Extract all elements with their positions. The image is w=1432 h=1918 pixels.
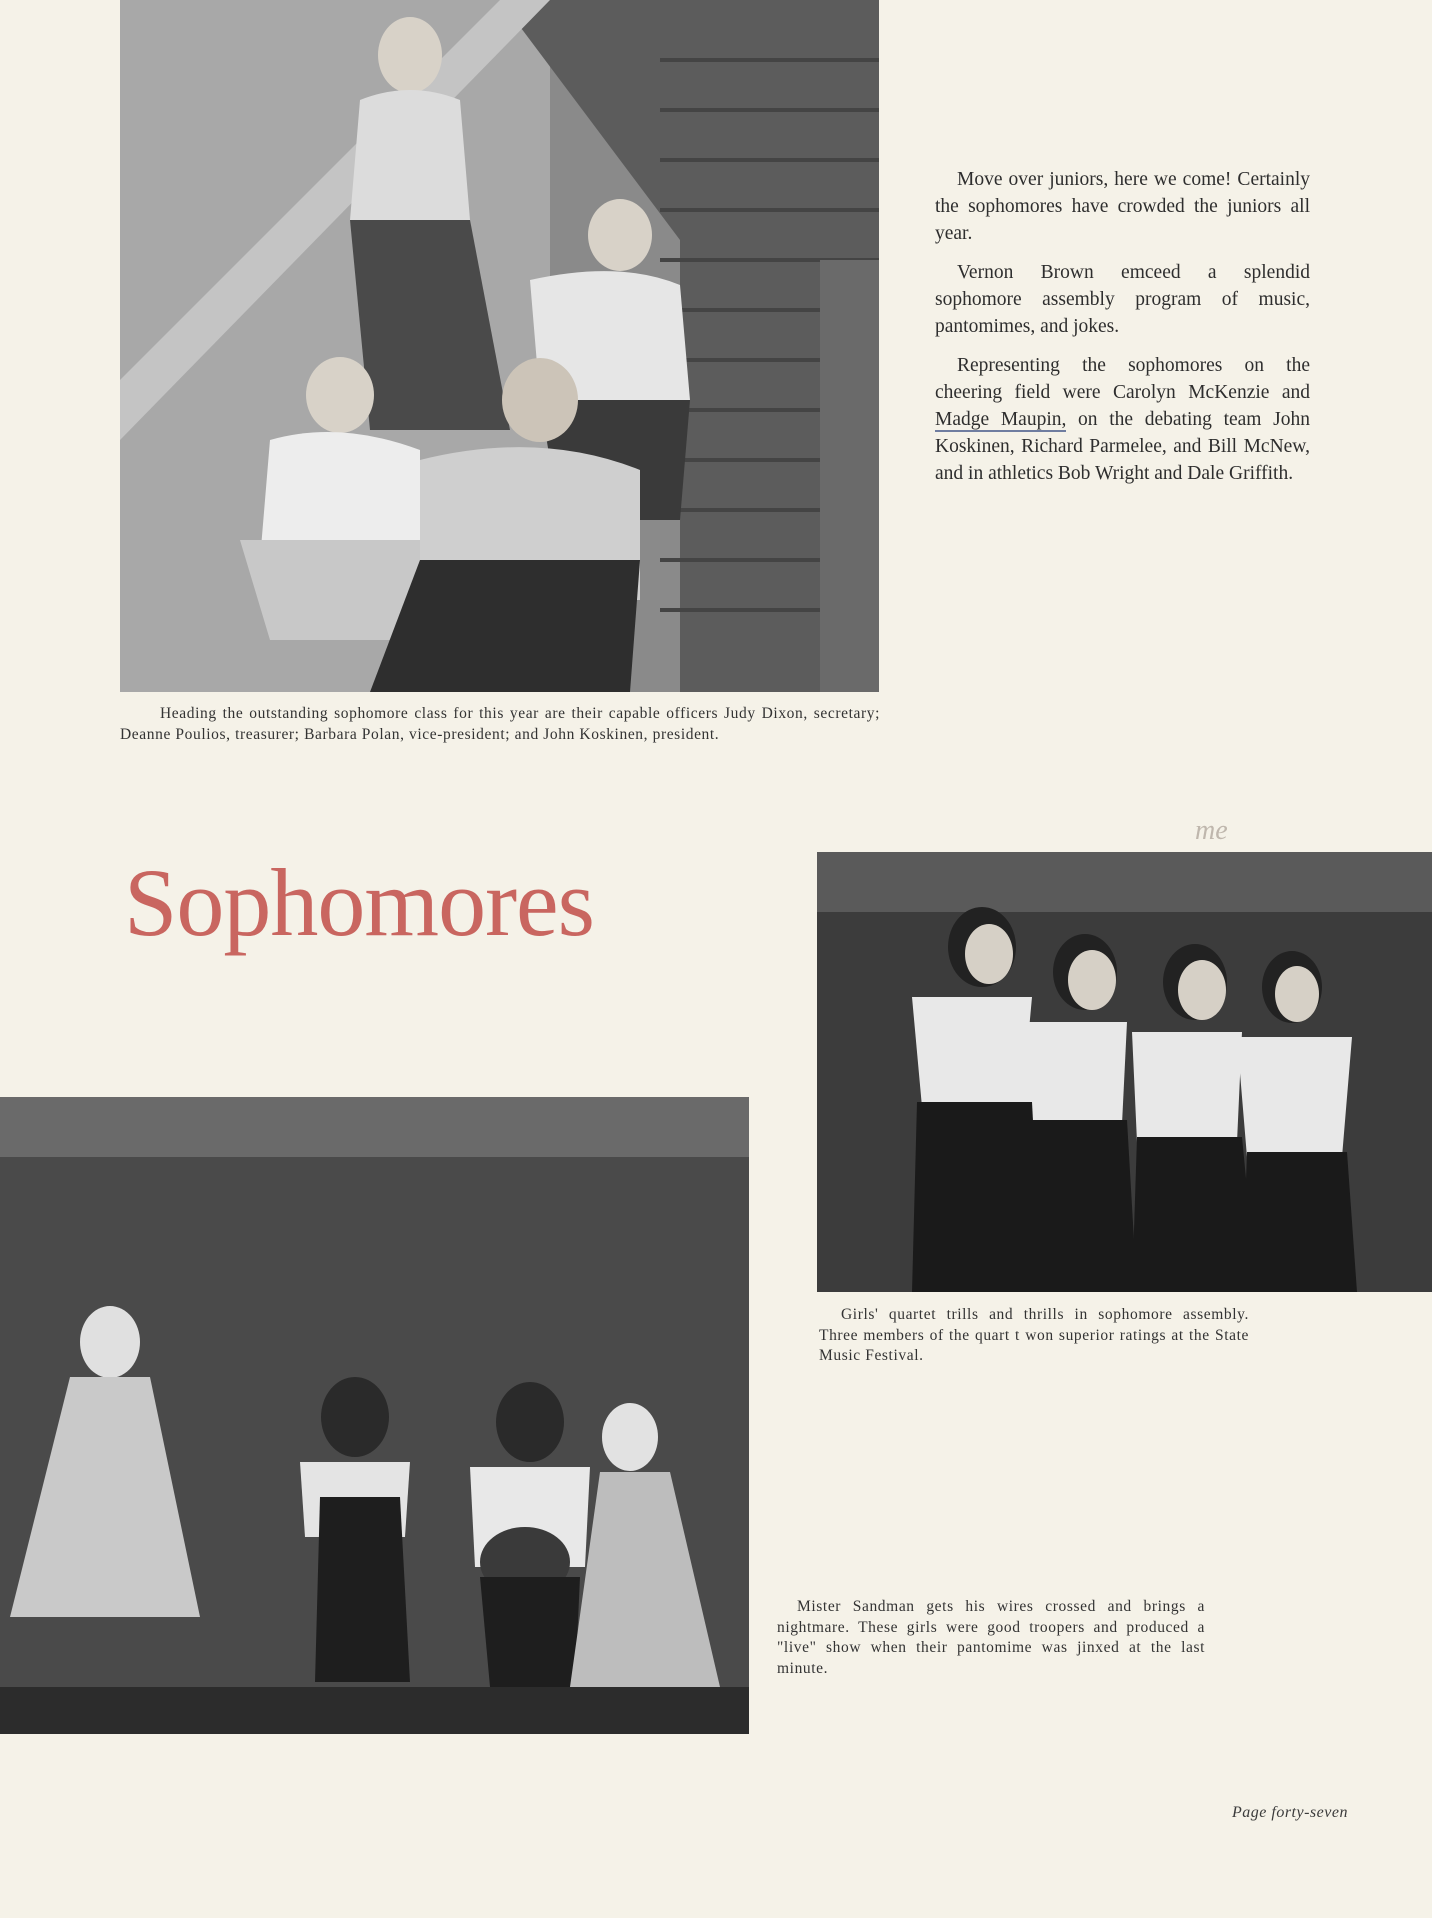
intro-paragraph-2: Vernon Brown emceed a splendid sophomore assembly program of music, pantomimes, and jokes. [935, 262, 1310, 337]
page-number: Page forty-seven [1232, 1804, 1348, 1821]
intro-paragraph-3-start: Representing the sophomores on the cheering field were Carolyn McKenzie and [935, 355, 1310, 403]
margin-note: me [1195, 815, 1228, 846]
quartet-photo [817, 852, 1432, 1292]
officers-caption: Heading the outstanding sophomore class for this year are their capable officers Judy Dixon, secretary; Deanne Poulios, treasurer; Barbara Polan, vice-president; and John Koskinen, president. [120, 705, 880, 743]
officers-photo [120, 0, 879, 692]
sandman-caption: Mister Sandman gets his wires crossed and brings a nightmare. These girls were good troopers and produced a "live" show when their pantomime was jinxed at the last minute. [777, 1598, 1205, 1677]
pantomime-photo [0, 1097, 749, 1734]
intro-paragraph-1: Move over juniors, here we come! Certainly the sophomores have crowded the juniors all year. [935, 169, 1310, 244]
page-title: Sophomores [124, 849, 594, 956]
intro-text [935, 166, 1310, 499]
intro-paragraph-3 [935, 352, 1310, 487]
quartet-caption: Girls' quartet trills and thrills in sophomore assembly. Three members of the quart t won superior ratings at the State Music Festival. [819, 1306, 1249, 1364]
underlined-name: Madge Maupin, [935, 409, 1067, 430]
intro-paragraph-3-end: on the debating team John Koskinen, Richard Parmelee, and Bill McNew, and in athletics Bob Wright and Dale Griffith. [935, 409, 1311, 484]
